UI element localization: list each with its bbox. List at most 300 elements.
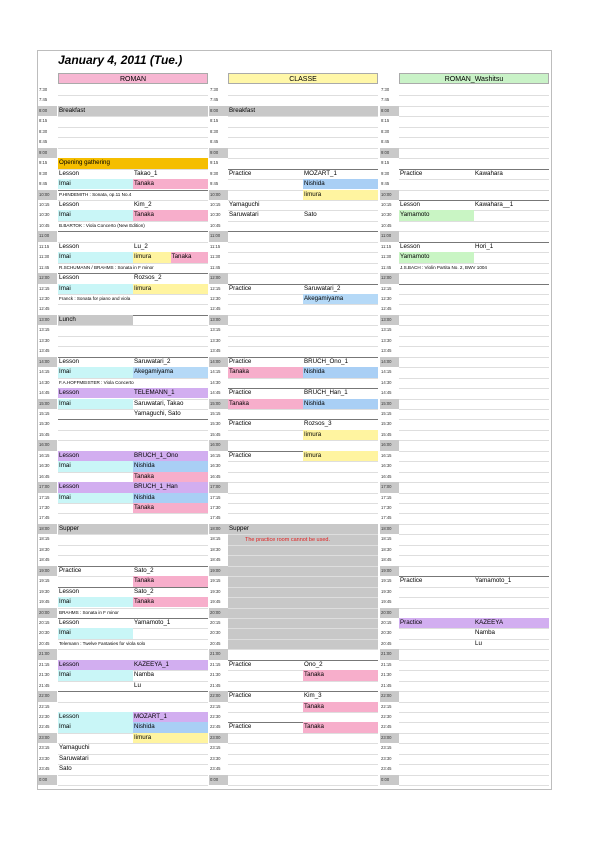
schedule-cell: Practice [229,284,252,292]
schedule-cell: Sato [304,211,317,219]
time-label: 12:30 [210,296,221,301]
time-label: 21:00 [380,649,399,660]
row-line [228,315,378,316]
schedule-cell: Yamaguchi [59,744,90,752]
time-label: 13:45 [39,348,50,354]
time-label: 21:45 [210,682,221,688]
schedule-cell: Lesson [59,242,79,250]
row-line [58,785,208,786]
row-line [228,482,378,483]
time-label: 12:15 [210,285,221,291]
schedule-cell: Saruwatari [229,211,259,219]
schedule-cell: KAZEEYA [474,618,549,628]
row-line [58,336,208,337]
row-line [399,733,549,734]
time-label: 22:15 [210,703,221,709]
schedule-cell: Imai [58,722,133,732]
schedule-cell: Sato_2 [134,566,154,574]
row-line [399,430,549,431]
time-label: 17:15 [210,494,221,500]
time-label: 10:15 [39,201,50,207]
time-label: 17:45 [210,515,221,521]
schedule-cell: Iimura [303,430,378,440]
row-line [399,597,549,598]
schedule-cell: Imai [58,670,133,680]
schedule-cell: Nishida [303,367,378,377]
schedule-cell: Yamamoto_1 [134,618,171,626]
time-label: 19:30 [210,588,221,594]
time-label: 17:30 [39,505,50,510]
time-label: 14:00 [380,357,399,368]
schedule-cell: Lu [134,681,141,689]
row-line [58,775,208,776]
schedule-cell: Lu_2 [134,242,148,250]
time-label: 22:30 [210,714,221,719]
time-label: 9:00 [380,148,399,159]
time-label: 17:00 [209,482,228,493]
time-label: 22:00 [38,691,57,702]
schedule-cell: Practice [229,723,252,731]
time-label: 20:00 [209,608,228,619]
row-line [228,764,378,765]
row-line [58,137,208,138]
room-header-classe: CLASSE [228,73,378,84]
schedule-cell: Nishida [303,179,378,189]
schedule-cell: Lunch [58,315,133,325]
row-line [399,545,549,546]
schedule-cell: Saruwatari, Takao [134,399,184,407]
schedule-cell: Yamamoto [399,252,474,262]
time-label: 23:45 [381,766,392,772]
time-label: 9:45 [39,181,48,187]
row-line [228,628,378,629]
time-label: 14:15 [39,369,50,375]
time-label: 21:15 [381,661,392,667]
time-label: 13:45 [381,348,392,354]
row-line [228,712,378,713]
time-label: 16:00 [209,440,228,451]
schedule-cell: Imai [58,210,133,220]
row-line [399,221,549,222]
block-divider [58,691,208,692]
time-label: 12:45 [210,306,221,312]
time-label: 16:45 [210,473,221,479]
time-label: 10:00 [380,190,399,201]
schedule-cell: Kim_2 [134,200,152,208]
schedule-cell: Akegamiyama [303,294,378,304]
row-line [228,336,378,337]
row-line [228,503,378,504]
time-label: 10:45 [381,222,392,228]
time-label: 8:00 [380,106,399,117]
schedule-cell: Lesson [400,200,420,208]
row-line [399,190,549,191]
time-label: 17:45 [39,515,50,521]
time-label: 18:15 [381,536,392,542]
time-label: 20:15 [210,619,221,625]
time-label: 14:45 [39,390,50,396]
schedule-cell: Tanaka [133,179,208,189]
time-label: 23:30 [381,755,392,761]
time-label: 19:00 [38,566,57,577]
schedule-cell: Tanaka [303,722,378,732]
block-divider [58,419,208,420]
time-label: 12:15 [39,285,50,291]
block-divider [399,284,549,285]
schedule-cell: Sato_2 [134,587,154,595]
time-label: 18:30 [210,546,221,552]
row-line [58,304,208,305]
schedule-cell: Tanaka [133,597,208,607]
row-line [228,743,378,744]
row-line [399,231,549,232]
row-line [399,451,549,452]
row-line [399,273,549,274]
time-label: 17:30 [381,505,392,510]
room-header-roman: ROMAN [58,73,208,84]
time-label: 16:45 [381,473,392,479]
row-line [399,524,549,525]
schedule-cell: Tanaka [133,210,208,220]
time-label: 18:00 [380,524,399,535]
schedule-cell: Tanaka [303,702,378,712]
time-label: 7:45 [210,97,219,103]
row-line [399,743,549,744]
schedule-cell: Franck : Sonata for piano and viola [59,296,131,301]
schedule-cell: Yamamoto_1 [475,577,512,585]
time-label: 9:15 [210,160,219,166]
schedule-cell: KAZEEYA_1 [133,660,208,670]
row-line [399,670,549,671]
time-label: 7:45 [39,97,48,103]
time-label: 21:45 [39,682,50,688]
time-label: 21:00 [38,649,57,660]
time-label: 9:15 [381,160,390,166]
schedule-cell: Kawahara [475,169,503,177]
time-label: 20:15 [39,619,50,625]
row-line [399,587,549,588]
schedule-cell: Lesson [58,388,133,398]
row-line [228,493,378,494]
schedule-cell: BRUCH_Ono_1 [304,357,349,365]
schedule-cell: Kim_3 [304,692,322,700]
time-label: 23:30 [210,755,221,761]
time-label: 23:30 [39,755,50,761]
row-line [399,127,549,128]
schedule-cell: Lesson [58,482,133,492]
schedule-cell: Practice [229,420,252,428]
schedule-cell: Iimura [133,733,208,743]
row-line [58,513,208,514]
time-label: 18:15 [210,536,221,542]
row-line [58,649,208,650]
time-label: 10:00 [209,190,228,201]
row-line [399,388,549,389]
schedule-cell: Lesson [59,587,79,595]
schedule-cell: BRUCH_1_Ono [133,451,208,461]
row-line [228,555,378,556]
row-line [58,430,208,431]
time-label: 8:00 [209,106,228,117]
time-label: 17:30 [210,505,221,510]
time-label: 22:00 [380,691,399,702]
row-line [399,378,549,379]
row-line [228,137,378,138]
row-line [58,534,208,535]
time-label: 20:45 [210,640,221,646]
time-label: 7:30 [39,87,48,92]
page-title: January 4, 2011 (Tue.) [58,53,183,67]
row-line [228,472,378,473]
time-label: 9:15 [39,160,48,166]
time-label: 15:00 [209,399,228,410]
time-label: 8:15 [39,118,48,124]
row-line [399,712,549,713]
time-label: 22:45 [39,724,50,730]
time-label: 21:00 [209,649,228,660]
time-label: 21:30 [210,672,221,678]
schedule-cell: Imai [58,493,133,503]
time-label: 11:00 [209,231,228,242]
time-label: 20:30 [39,630,50,636]
schedule-cell: Lesson [59,169,79,177]
time-label: 19:45 [381,599,392,605]
schedule-cell: Iimura [133,252,171,262]
time-label: 19:45 [39,599,50,605]
row-line [399,106,549,107]
time-label: 7:30 [381,87,390,92]
row-line [399,346,549,347]
schedule-cell: Supper [228,524,378,534]
time-label: 0:00 [38,775,57,786]
time-label: 19:15 [381,578,392,584]
time-label: 15:45 [39,431,50,437]
row-line [399,775,549,776]
schedule-cell: Tanaka [133,472,208,482]
schedule-cell: Practice [59,566,82,574]
time-label: 22:30 [381,714,392,719]
time-label: 0:00 [380,775,399,786]
time-label: 18:00 [209,524,228,535]
time-label: 18:30 [381,546,392,552]
row-line [228,785,378,786]
time-label: 16:30 [381,463,392,469]
time-label: 19:45 [210,599,221,605]
row-line [399,764,549,765]
time-label: 17:45 [381,515,392,521]
time-label: 11:45 [39,264,50,270]
row-line [228,754,378,755]
schedule-cell: F.A.HOFFMEISTER : Viola Concerto [59,379,134,385]
time-label: 11:00 [380,231,399,242]
schedule-cell: Imai [58,461,133,471]
schedule-cell: Practice [400,577,423,585]
row-line [399,566,549,567]
row-line [399,116,549,117]
row-line [58,555,208,556]
time-label: 23:15 [39,745,50,751]
schedule-cell: Practice [229,692,252,700]
time-label: 13:30 [39,337,50,343]
time-label: 23:00 [38,733,57,744]
row-line [399,357,549,358]
time-label: 9:45 [210,181,219,187]
time-label: 15:45 [210,431,221,437]
row-line [399,754,549,755]
time-label: 10:45 [210,222,221,228]
time-label: 23:00 [209,733,228,744]
time-label: 20:45 [39,640,50,646]
schedule-cell: Breakfast [228,106,378,116]
time-label: 8:00 [38,106,57,117]
row-line [399,691,549,692]
time-label: 10:15 [381,201,392,207]
row-line [399,461,549,462]
time-label: 20:00 [38,608,57,619]
row-line [399,660,549,661]
time-label: 21:45 [381,682,392,688]
time-label: 8:30 [39,128,48,134]
schedule-cell: Yamaguchi, Sato [134,409,181,417]
schedule-cell: Supper [58,524,208,534]
row-line [399,681,549,682]
time-label: 11:15 [210,243,221,249]
row-line [228,242,378,243]
time-label: 17:15 [39,494,50,500]
schedule-cell: Tanaka [228,367,303,377]
row-line [228,534,378,535]
time-label: 22:45 [210,724,221,730]
time-label: 23:15 [210,745,221,751]
schedule-cell: Rozsos_3 [304,420,332,428]
schedule-cell: Yamamoto [399,210,474,220]
time-label: 20:45 [381,640,392,646]
schedule-cell: Nishida [303,399,378,409]
schedule-cell: Iimura [303,451,378,461]
time-label: 18:30 [39,546,50,552]
time-label: 14:00 [209,357,228,368]
row-line [228,273,378,274]
time-label: 16:30 [210,463,221,469]
time-label: 18:15 [39,536,50,542]
time-label: 20:00 [380,608,399,619]
row-line [399,419,549,420]
time-label: 17:00 [380,482,399,493]
time-label: 23:15 [381,745,392,751]
schedule-cell: J.S.BACH : Violin Partita No. 2, BWV 1004 [400,264,487,270]
time-label: 14:30 [381,379,392,385]
time-label: 13:30 [210,337,221,343]
time-label: 12:00 [38,273,57,284]
schedule-cell: Imai [58,284,133,294]
row-line [58,127,208,128]
time-label: 8:15 [210,118,219,124]
time-label: 11:30 [210,254,221,260]
row-line [228,576,378,577]
schedule-cell: Tanaka [133,576,208,586]
row-line [228,304,378,305]
time-label: 19:00 [380,566,399,577]
time-label: 8:45 [210,139,219,145]
time-label: 13:15 [39,327,50,333]
row-line [399,722,549,723]
row-line [399,95,549,96]
time-label: 8:30 [210,128,219,134]
schedule-cell: Akegamiyama [133,367,208,377]
time-label: 12:45 [381,306,392,312]
schedule-cell: Lu [475,639,482,647]
time-label: 7:45 [381,97,390,103]
row-line [399,179,549,180]
time-label: 9:00 [38,148,57,159]
schedule-cell: Imai [58,628,133,638]
schedule-cell: TELEMANN_1 [133,388,208,398]
row-line [228,545,378,546]
row-line [399,325,549,326]
time-label: 12:00 [209,273,228,284]
time-label: 10:00 [38,190,57,201]
schedule-cell: Opening gathering [58,158,208,168]
time-label: 12:30 [381,296,392,301]
row-line [399,513,549,514]
schedule-cell: R.SCHUMANN / BRAHMS : Sonata in F minor [59,264,154,270]
time-label: 8:45 [381,139,390,145]
schedule-cell: Tanaka [171,252,209,262]
row-line [399,304,549,305]
row-line [228,566,378,567]
time-label: 19:00 [209,566,228,577]
time-label: 15:45 [381,431,392,437]
time-label: 14:30 [210,379,221,385]
schedule-cell: Practice [399,618,474,628]
schedule-cell: Imai [58,179,133,189]
time-label: 10:30 [381,212,392,218]
row-line [399,148,549,149]
schedule-cell: Namba [475,629,495,637]
schedule-cell: B.BARTOK : Viola Concerto (New Edition) [59,222,145,228]
schedule-cell: Telemann : Twelve Fantasies for viola solo [59,640,146,646]
time-label: 19:15 [39,578,50,584]
schedule-cell: BRUCH_1_Han [133,482,208,492]
row-line [228,775,378,776]
schedule-cell: Practice [400,169,423,177]
row-line [228,440,378,441]
room-closed-note: The practice room cannot be used. [245,537,330,544]
time-label: 12:45 [39,306,50,312]
time-label: 11:30 [39,254,50,260]
row-line [399,315,549,316]
time-label: 11:00 [38,231,57,242]
schedule-cell: Namba [134,671,154,679]
time-label: 9:30 [381,170,390,176]
row-line [399,367,549,368]
schedule-cell: Imai [58,399,133,409]
schedule-cell: Ono_2 [304,660,323,668]
schedule-cell: Saruwatari_2 [134,357,171,365]
time-label: 13:45 [210,348,221,354]
time-label: 15:15 [210,410,221,416]
schedule-cell: Breakfast [58,106,208,116]
row-line [58,148,208,149]
time-label: 11:15 [39,243,50,249]
row-line [399,702,549,703]
time-label: 14:45 [381,390,392,396]
row-line [228,733,378,734]
time-label: 8:15 [381,118,390,124]
row-line [399,503,549,504]
time-label: 16:15 [381,452,392,458]
schedule-cell: Kawahara__1 [475,200,514,208]
